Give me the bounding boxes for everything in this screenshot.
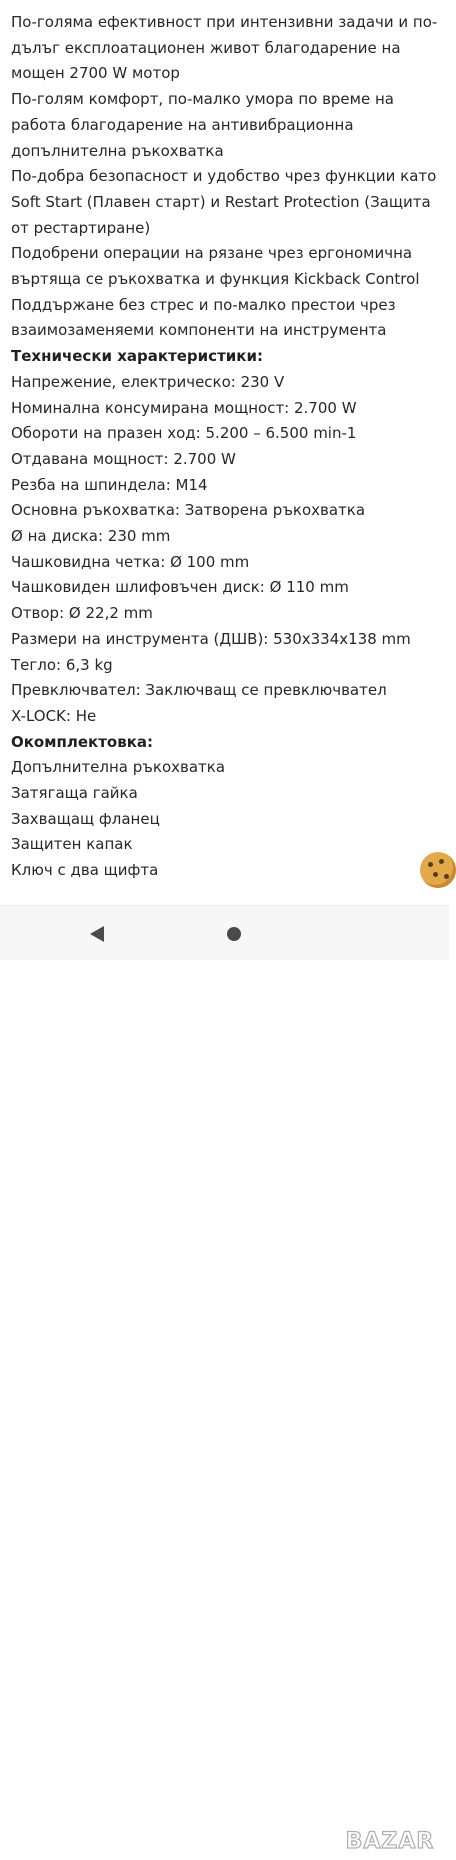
section-heading: Окомплектовка: <box>11 732 153 751</box>
description-line: Основна ръкохватка: Затворена ръкохватка <box>11 501 366 520</box>
description-line: мощен 2700 W мотор <box>11 64 180 83</box>
description-line: от рестартиране) <box>11 218 151 237</box>
description-line: Ø на диска: 230 mm <box>11 527 171 545</box>
description-line: X-LOCK: Не <box>11 706 97 725</box>
description-line: По-добра безопасност и удобство чрез функции като <box>11 167 437 186</box>
description-line: Номинална консумирана мощност: 2.700 W <box>11 398 357 417</box>
description-line: работа благодарение на антивибрационна <box>11 115 354 134</box>
description-line: Размери на инструмента (ДШВ): 530x334x138 mm <box>11 629 411 648</box>
description-line: Подобрени операции на рязане чрез ергономична <box>11 244 413 263</box>
nav-back-icon[interactable] <box>90 926 104 942</box>
description-line: Обороти на празен ход: 5.200 – 6.500 min-1 <box>11 424 357 443</box>
description-line: Отдавана мощност: 2.700 W <box>11 449 236 468</box>
description-line: взаимозаменяеми компоненти на инструмента <box>11 321 387 340</box>
description-line: Резба на шпиндела: M14 <box>11 475 208 494</box>
description-line: По-голям комфорт, по-малко умора по време на <box>11 90 394 109</box>
description-line: допълнителна ръкохватка <box>11 141 224 160</box>
watermark-text: BAZAR <box>345 1829 435 1854</box>
description-line: Тегло: 6,3 kg <box>11 655 113 674</box>
description-line: Защитен капак <box>11 835 133 854</box>
description-line: По-голяма ефективност при интензивни задачи и по- <box>11 13 438 31</box>
description-line: Захващащ фланец <box>11 809 160 828</box>
description-line: Чашковидна четка: Ø 100 mm <box>11 552 250 571</box>
description-line: Отвор: Ø 22,2 mm <box>11 604 153 623</box>
description-line: Допълнителна ръкохватка <box>11 758 226 777</box>
cookie-icon[interactable] <box>420 852 456 888</box>
section-heading: Технически характеристики: <box>11 347 263 366</box>
description-line: Ключ с два щифта <box>11 861 159 880</box>
description-line: Поддържане без стрес и по-малко престои чрез <box>11 295 396 314</box>
bazar-watermark <box>336 1820 444 1860</box>
product-description <box>0 0 449 905</box>
description-line: Напрежение, електрическо: 230 V <box>11 372 285 391</box>
description-line: Затягаща гайка <box>11 784 138 802</box>
android-navigation-bar <box>0 906 449 1854</box>
description-line: Чашковиден шлифовъчен диск: Ø 110 mm <box>11 578 349 597</box>
description-line: въртяща се ръкохватка и функция Kickback Control <box>11 270 420 288</box>
nav-home-icon[interactable] <box>227 927 241 941</box>
description-line: Превключвател: Заключващ се превключвател <box>11 681 387 700</box>
description-line: дълъг експлоатационен живот благодарение на <box>11 38 401 57</box>
description-line: Soft Start (Плавен старт) и Restart Protection (Защита <box>11 192 431 211</box>
